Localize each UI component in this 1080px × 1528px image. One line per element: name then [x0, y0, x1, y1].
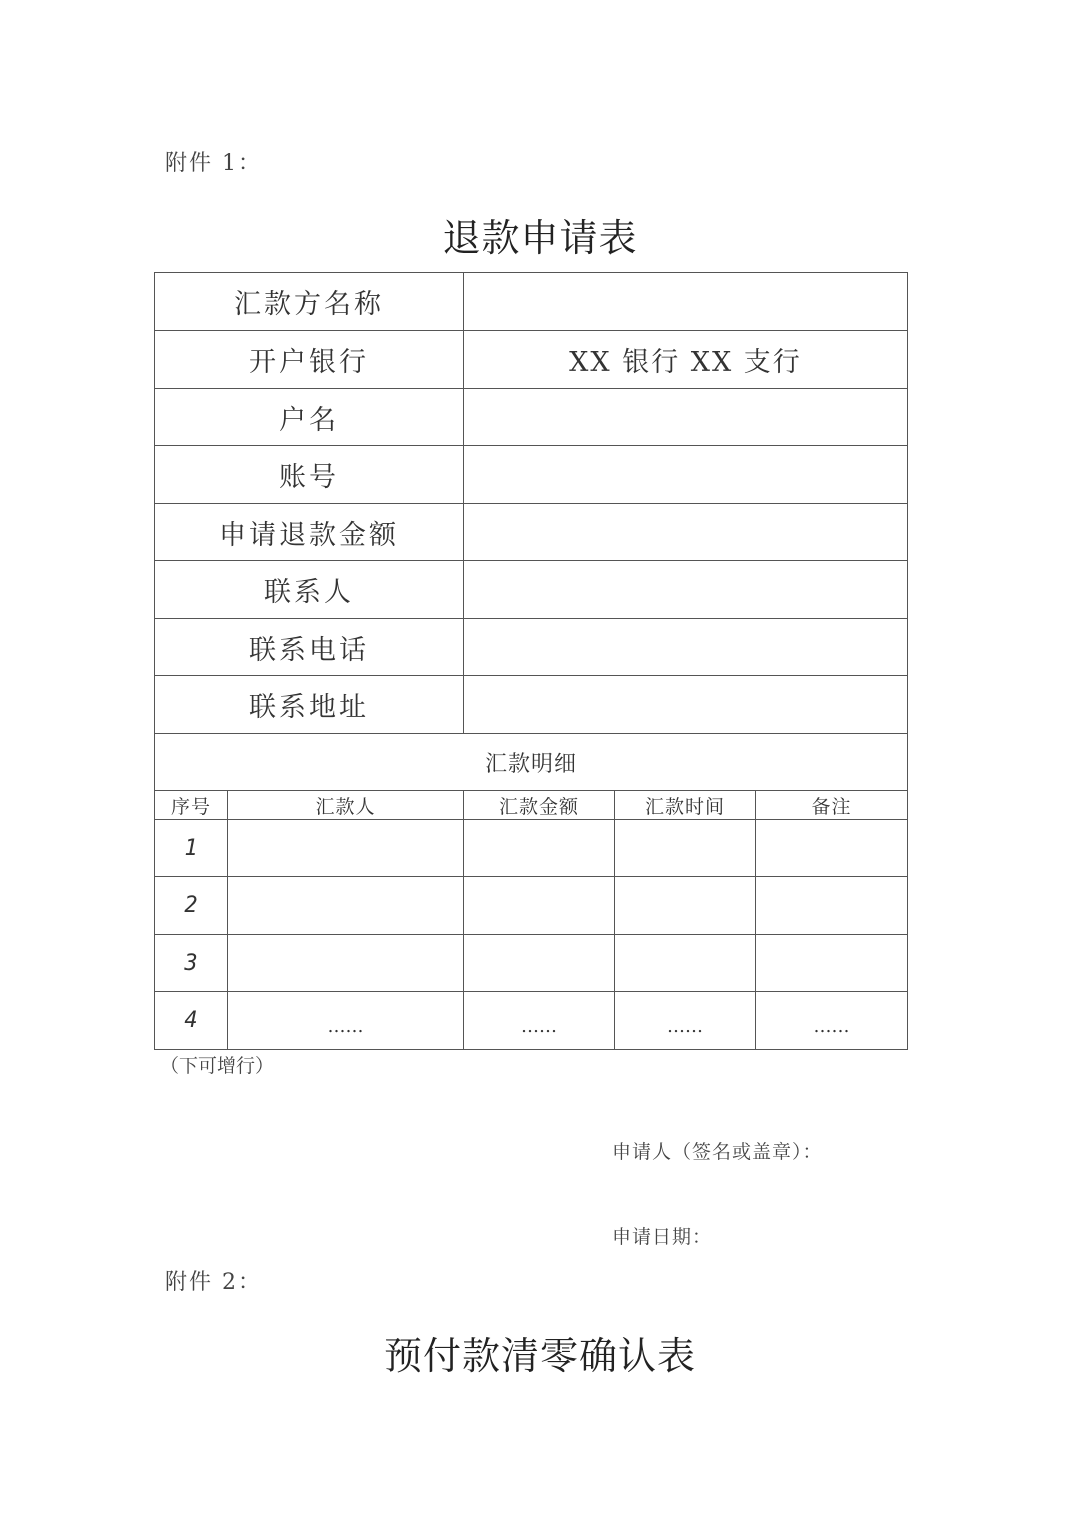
table-cell — [756, 935, 908, 992]
table-cell: …… — [615, 992, 756, 1050]
field-value — [464, 446, 908, 504]
table-cell: 2 — [155, 877, 228, 935]
table-cell — [756, 877, 908, 935]
section-title-row — [155, 734, 908, 791]
table-row — [155, 877, 908, 935]
table-cell — [615, 820, 756, 877]
prepayment-clearance-title: 预付款清零确认表 — [383, 1334, 696, 1378]
table-cell — [228, 877, 464, 935]
field-value — [464, 504, 908, 561]
column-header: 汇款时间 — [615, 791, 756, 820]
table-cell — [756, 820, 908, 877]
field-value — [464, 676, 908, 734]
field-value — [464, 561, 908, 619]
column-header: 备注 — [756, 791, 908, 820]
column-header: 序号 — [155, 791, 228, 820]
column-header: 汇款金额 — [464, 791, 615, 820]
field-row — [155, 561, 908, 619]
attachment-2-label: 附件 2： — [165, 1270, 262, 1295]
details-header-row — [155, 791, 908, 820]
table-cell: 3 — [155, 935, 228, 992]
refund-form-title: 退款申请表 — [442, 216, 638, 260]
field-label: 账号 — [155, 446, 464, 504]
field-value — [464, 619, 908, 676]
table-row — [155, 820, 908, 877]
field-row — [155, 619, 908, 676]
field-row — [155, 676, 908, 734]
table-cell — [464, 935, 615, 992]
field-value — [464, 389, 908, 446]
field-label: 汇款方名称 — [155, 273, 464, 331]
field-value: XX 银行 XX 支行 — [464, 331, 908, 389]
field-row — [155, 273, 908, 331]
table-cell — [615, 935, 756, 992]
field-label: 申请退款金额 — [155, 504, 464, 561]
table-cell: …… — [756, 992, 908, 1050]
attachment-1-label: 附件 1： — [165, 151, 262, 176]
table-cell: …… — [228, 992, 464, 1050]
table-cell — [228, 820, 464, 877]
table-cell — [464, 877, 615, 935]
table-cell — [228, 935, 464, 992]
table-cell: 1 — [155, 820, 228, 877]
table-cell: 4 — [155, 992, 228, 1050]
application-date-label: 申请日期： — [612, 1226, 713, 1248]
field-label: 联系地址 — [155, 676, 464, 734]
field-row — [155, 446, 908, 504]
field-row — [155, 389, 908, 446]
add-rows-note: （下可增行） — [160, 1055, 275, 1077]
table-cell — [464, 820, 615, 877]
table-cell: …… — [464, 992, 615, 1050]
field-label: 开户银行 — [155, 331, 464, 389]
field-row — [155, 331, 908, 389]
table-row — [155, 992, 908, 1050]
field-label: 联系电话 — [155, 619, 464, 676]
field-value — [464, 273, 908, 331]
remittance-details-title: 汇款明细 — [155, 734, 908, 791]
table-cell — [615, 877, 756, 935]
field-label: 户名 — [155, 389, 464, 446]
table-row — [155, 935, 908, 992]
column-header: 汇款人 — [228, 791, 464, 820]
field-row — [155, 504, 908, 561]
field-label: 联系人 — [155, 561, 464, 619]
applicant-signature-label: 申请人（签名或盖章）： — [612, 1141, 823, 1163]
refund-application-table — [154, 272, 908, 1050]
